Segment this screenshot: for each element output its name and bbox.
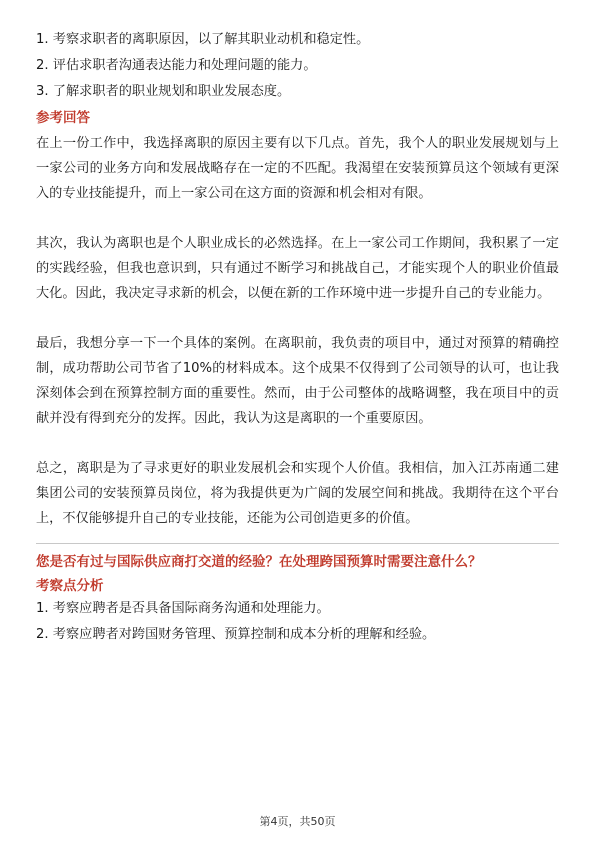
list-item: 2. 评估求职者沟通表达能力和处理问题的能力。 xyxy=(36,58,317,73)
list-item: 2. 考察应聘者对跨国财务管理、预算控制和成本分析的理解和经验。 xyxy=(36,627,436,642)
page-number-footer: 第4页，共50页 xyxy=(259,815,336,828)
list-item: 1. 考察应聘者是否具备国际商务沟通和处理能力。 xyxy=(36,601,330,616)
answer-body xyxy=(36,131,559,531)
analysis-heading: 考察点分析 xyxy=(36,578,104,594)
answer-paragraph: 最后，我想分享一下一个具体的案例。在离职前，我负责的项目中，通过对预算的精确控制，成功帮助公司节省了10%的材料成本。这个成果不仅得到了公司领导的认可，也让我深刻体会到在预算控制方面的重要性。然而，由于公司整体的战略调整，我在项目中的贡献并没有得到充分的发挥。因此，我认为这是离职的一个重要原因。 xyxy=(36,336,559,426)
list-item: 3. 了解求职者的职业规划和职业发展态度。 xyxy=(36,84,291,99)
reference-answer-heading: 参考回答 xyxy=(36,110,90,126)
question-heading: 您是否有过与国际供应商打交道的经验？在处理跨国预算时需要注意什么？ xyxy=(36,543,559,572)
page-content xyxy=(36,30,559,651)
analysis-list xyxy=(36,599,559,645)
answer-paragraph: 总之，离职是为了寻求更好的职业发展机会和实现个人价值。我相信，加入江苏南通二建集团公司的安装预算员岗位，将为我提供更为广阔的发展空间和挑战。我期待在这个平台上，不仅能够提升自己的专业技能，还能为公司创造更多的价值。 xyxy=(36,461,559,526)
answer-paragraph: 其次，我认为离职也是个人职业成长的必然选择。在上一家公司工作期间，我积累了一定的实践经验，但我也意识到，只有通过不断学习和挑战自己，才能实现个人的职业价值最大化。因此，我决定寻求新的机会，以便在新的工作环境中进一步提升自己的专业能力。 xyxy=(36,236,559,301)
intro-list xyxy=(36,30,559,102)
list-item: 1. 考察求职者的离职原因，以了解其职业动机和稳定性。 xyxy=(36,32,370,47)
answer-paragraph: 在上一份工作中，我选择离职的原因主要有以下几点。首先，我个人的职业发展规划与上一家公司的业务方向和发展战略存在一定的不匹配。我渴望在安装预算员这个领域有更深入的专业技能提升，而上一家公司在这方面的资源和机会相对有限。 xyxy=(36,136,559,201)
